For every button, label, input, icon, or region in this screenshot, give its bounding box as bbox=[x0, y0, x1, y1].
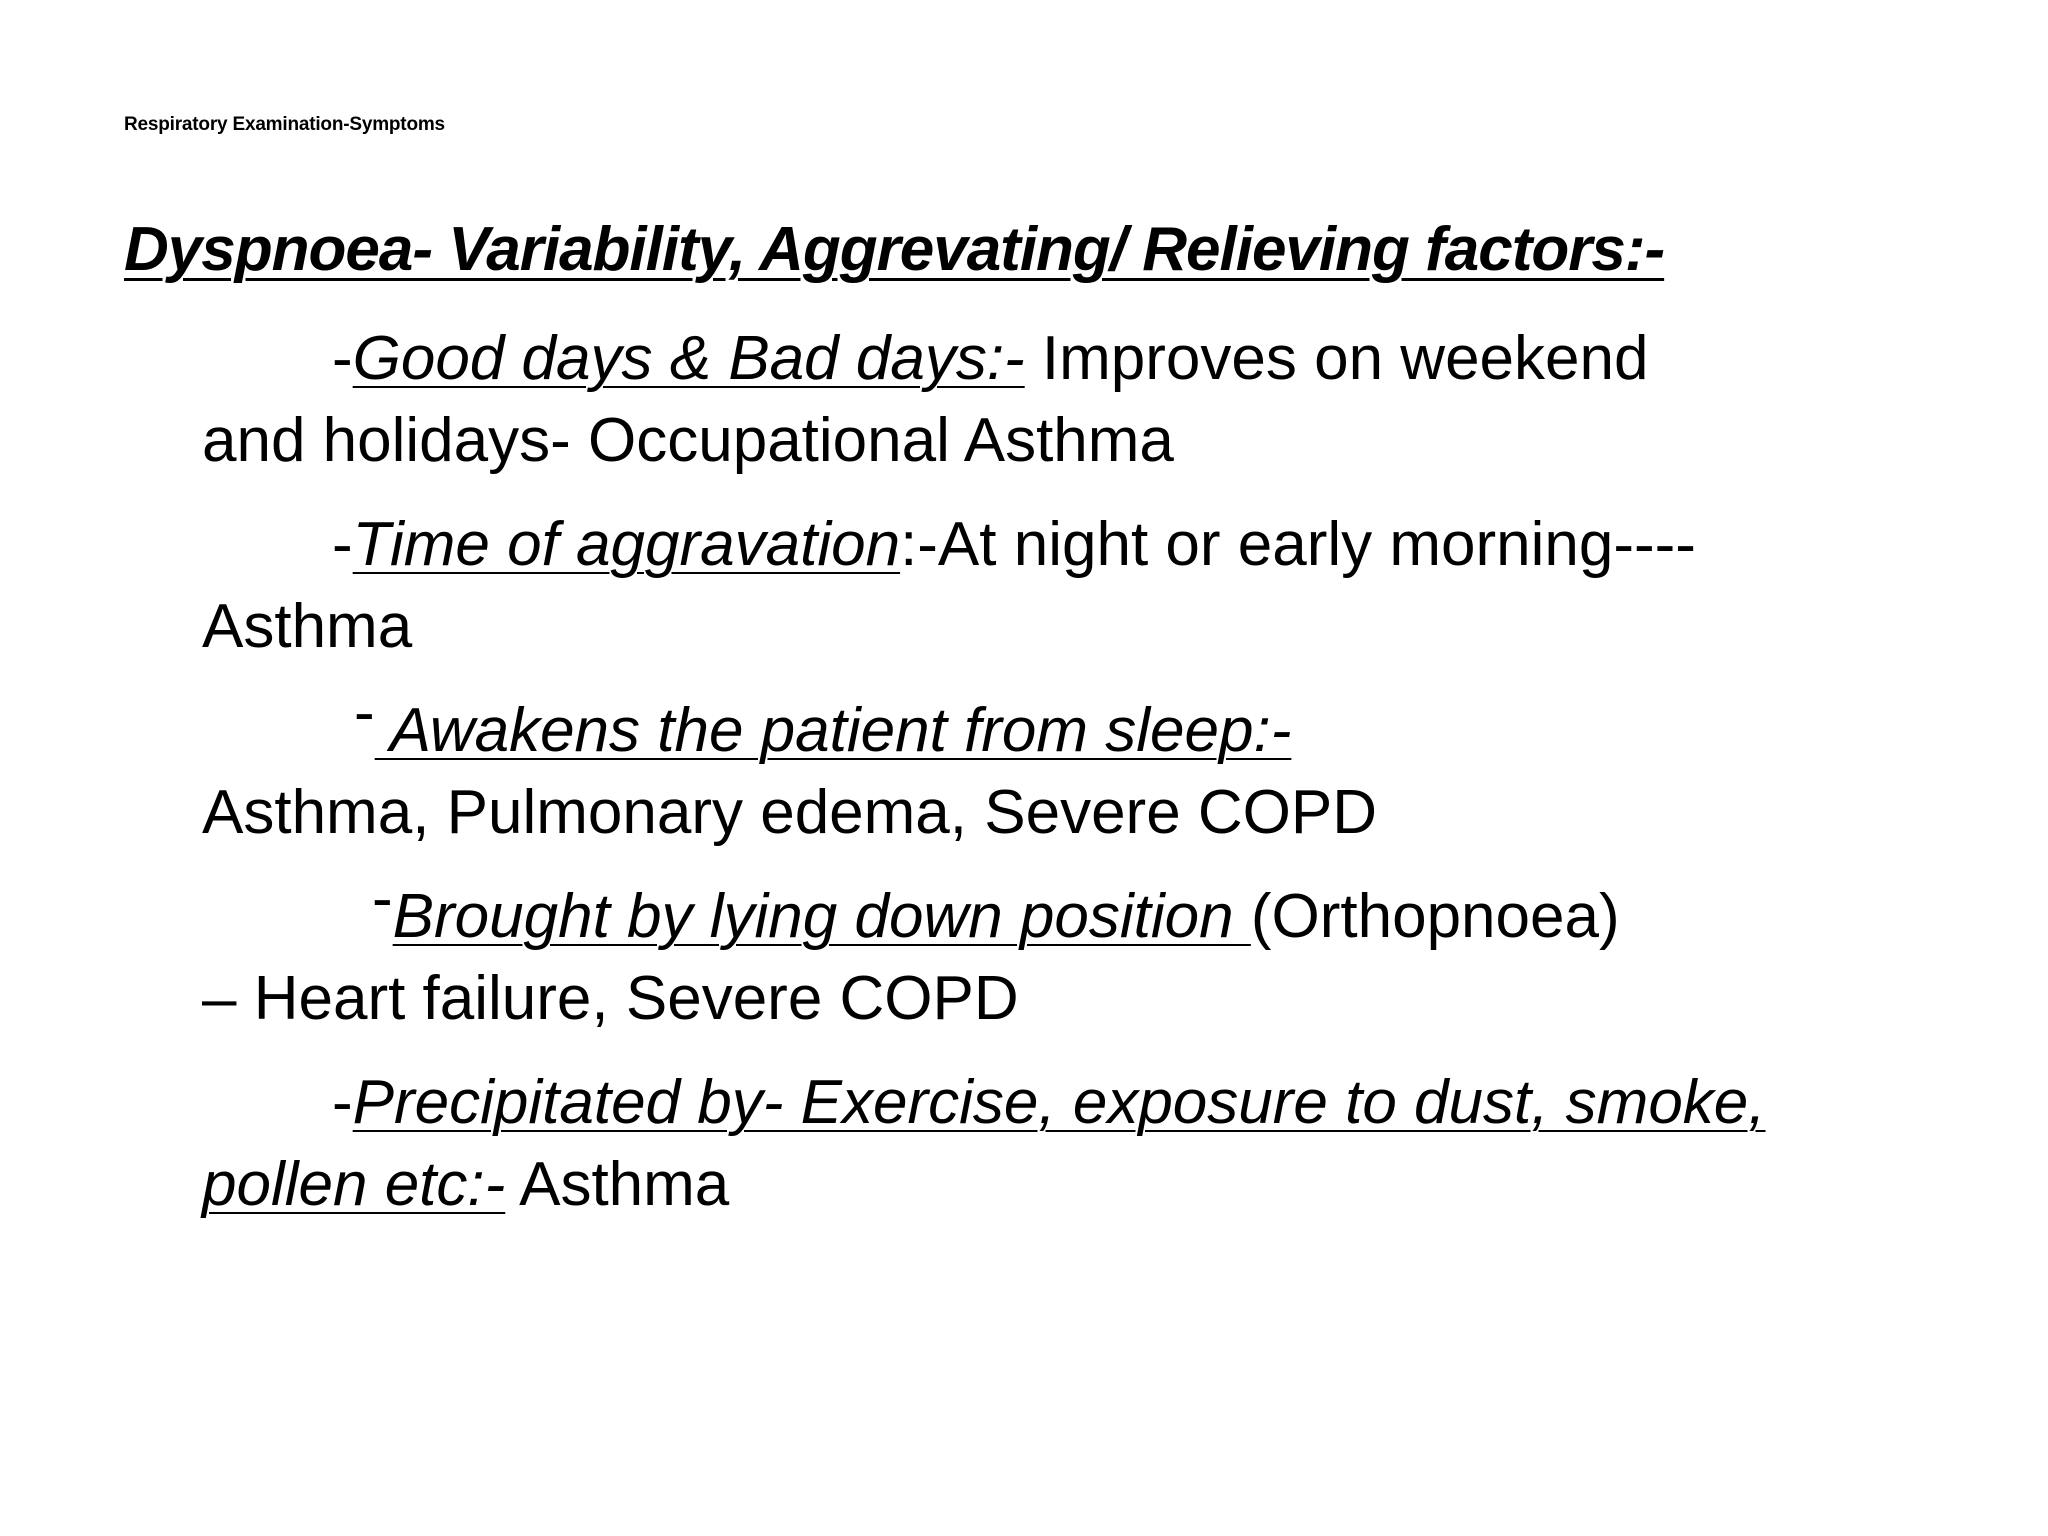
item-text: (Orthopnoea) bbox=[1250, 882, 1620, 951]
item-dash: - bbox=[372, 864, 393, 933]
item-text: :-At night or early morning---- bbox=[900, 510, 1696, 579]
list-item-awakens-from-sleep bbox=[202, 678, 1962, 854]
item-label: Precipitated by- Exercise, exposure to dust, smoke, bbox=[352, 1068, 1766, 1137]
item-continuation: Asthma bbox=[202, 592, 413, 661]
item-label: Time of aggravation bbox=[352, 510, 901, 579]
item-dash: - bbox=[332, 510, 353, 579]
item-continuation: and holidays- Occupational Asthma bbox=[202, 406, 1174, 475]
item-label: Awakens the patient from sleep:- bbox=[374, 696, 1292, 765]
item-continuation-label: pollen etc:- bbox=[202, 1150, 506, 1219]
list-item-lying-down-position bbox=[202, 864, 1962, 1040]
item-text: Improves on weekend bbox=[1024, 324, 1649, 393]
item-dash: - bbox=[332, 324, 353, 393]
item-continuation: Asthma bbox=[505, 1150, 730, 1219]
slide-heading: Dyspnoea- Variability, Aggrevating/ Relieving factors:- bbox=[124, 215, 1665, 284]
item-dash: - bbox=[354, 678, 375, 747]
item-continuation: – Heart failure, Severe COPD bbox=[202, 964, 1019, 1033]
list-item-good-bad-days bbox=[202, 318, 1962, 482]
item-label: Good days & Bad days:- bbox=[352, 324, 1025, 393]
slide-small-title: Respiratory Examination-Symptoms bbox=[124, 114, 445, 135]
item-dash: - bbox=[332, 1068, 353, 1137]
item-continuation: Asthma, Pulmonary edema, Severe COPD bbox=[202, 778, 1378, 847]
list-item-precipitated-by bbox=[202, 1062, 1962, 1226]
list-item-time-of-aggravation bbox=[202, 504, 1962, 668]
item-label: Brought by lying down position bbox=[392, 882, 1251, 951]
